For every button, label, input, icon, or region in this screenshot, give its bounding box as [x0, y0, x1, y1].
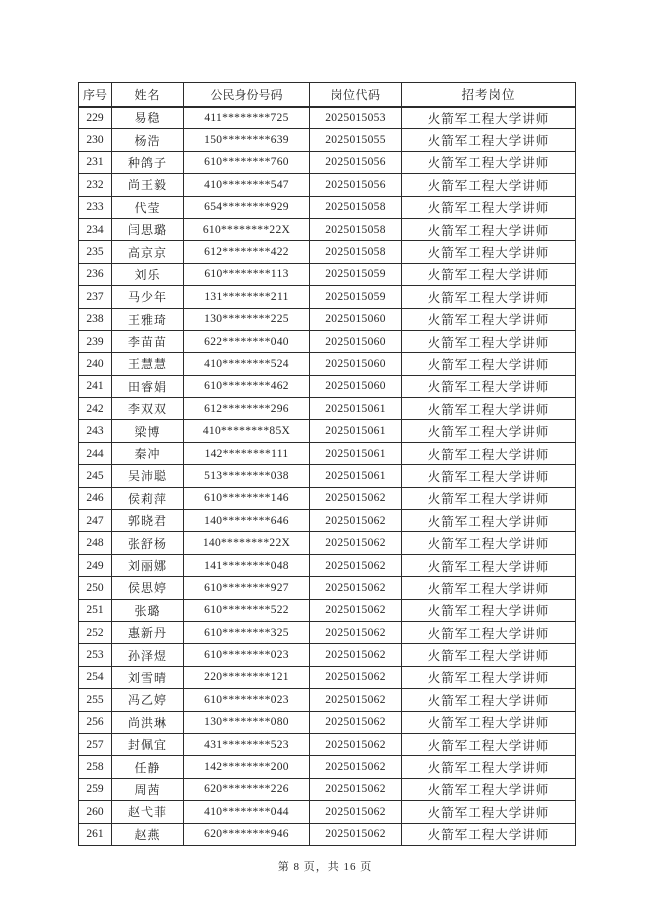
cell-no: 258 [79, 756, 112, 778]
cell-post: 火箭军工程大学讲师 [402, 375, 576, 397]
cell-id_number: 610********760 [184, 151, 310, 173]
cell-post: 火箭军工程大学讲师 [402, 174, 576, 196]
cell-post_code: 2025015059 [310, 286, 402, 308]
cell-no: 251 [79, 599, 112, 621]
cell-name: 周茜 [112, 778, 184, 800]
cell-no: 248 [79, 532, 112, 554]
cell-name: 代莹 [112, 196, 184, 218]
cell-post: 火箭军工程大学讲师 [402, 330, 576, 352]
cell-post: 火箭军工程大学讲师 [402, 353, 576, 375]
cell-no: 235 [79, 241, 112, 263]
cell-id_number: 130********080 [184, 711, 310, 733]
cell-name: 梁博 [112, 420, 184, 442]
cell-post: 火箭军工程大学讲师 [402, 666, 576, 688]
cell-name: 任静 [112, 756, 184, 778]
cell-id_number: 140********646 [184, 510, 310, 532]
cell-post_code: 2025015061 [310, 398, 402, 420]
cell-id_number: 612********296 [184, 398, 310, 420]
cell-post: 火箭军工程大学讲师 [402, 599, 576, 621]
cell-post: 火箭军工程大学讲师 [402, 420, 576, 442]
cell-id_number: 142********200 [184, 756, 310, 778]
table-row [79, 218, 576, 240]
cell-post: 火箭军工程大学讲师 [402, 510, 576, 532]
table-row [79, 375, 576, 397]
cell-name: 吴沛聪 [112, 465, 184, 487]
table-row [79, 689, 576, 711]
cell-no: 249 [79, 554, 112, 576]
cell-no: 239 [79, 330, 112, 352]
cell-post: 火箭军工程大学讲师 [402, 823, 576, 846]
cell-name: 刘乐 [112, 263, 184, 285]
cell-post_code: 2025015062 [310, 532, 402, 554]
cell-no: 240 [79, 353, 112, 375]
table-row [79, 330, 576, 352]
cell-post_code: 2025015062 [310, 510, 402, 532]
cell-no: 230 [79, 129, 112, 151]
cell-id_number: 610********522 [184, 599, 310, 621]
cell-id_number: 610********927 [184, 577, 310, 599]
cell-id_number: 410********85X [184, 420, 310, 442]
cell-name: 王雅琦 [112, 308, 184, 330]
cell-name: 张舒杨 [112, 532, 184, 554]
cell-post_code: 2025015055 [310, 129, 402, 151]
cell-id_number: 610********023 [184, 689, 310, 711]
cell-post: 火箭军工程大学讲师 [402, 733, 576, 755]
cell-post: 火箭军工程大学讲师 [402, 711, 576, 733]
cell-post: 火箭军工程大学讲师 [402, 801, 576, 823]
cell-id_number: 220********121 [184, 666, 310, 688]
cell-no: 254 [79, 666, 112, 688]
cell-no: 244 [79, 442, 112, 464]
cell-no: 234 [79, 218, 112, 240]
cell-id_number: 140********22X [184, 532, 310, 554]
cell-id_number: 620********946 [184, 823, 310, 846]
cell-no: 255 [79, 689, 112, 711]
cell-id_number: 131********211 [184, 286, 310, 308]
cell-name: 尚王毅 [112, 174, 184, 196]
cell-post_code: 2025015062 [310, 689, 402, 711]
cell-name: 张璐 [112, 599, 184, 621]
cell-post: 火箭军工程大学讲师 [402, 241, 576, 263]
cell-post_code: 2025015061 [310, 420, 402, 442]
cell-post_code: 2025015060 [310, 375, 402, 397]
cell-post: 火箭军工程大学讲师 [402, 465, 576, 487]
table-row [79, 308, 576, 330]
cell-post_code: 2025015056 [310, 174, 402, 196]
cell-post_code: 2025015056 [310, 151, 402, 173]
cell-no: 238 [79, 308, 112, 330]
cell-no: 232 [79, 174, 112, 196]
cell-name: 惠新丹 [112, 621, 184, 643]
cell-name: 杨浩 [112, 129, 184, 151]
cell-name: 刘雪晴 [112, 666, 184, 688]
cell-id_number: 411********725 [184, 107, 310, 129]
cell-post_code: 2025015059 [310, 263, 402, 285]
table-row [79, 510, 576, 532]
cell-name: 田睿娟 [112, 375, 184, 397]
cell-id_number: 141********048 [184, 554, 310, 576]
cell-id_number: 610********325 [184, 621, 310, 643]
cell-id_number: 431********523 [184, 733, 310, 755]
cell-name: 赵弋菲 [112, 801, 184, 823]
cell-id_number: 612********422 [184, 241, 310, 263]
cell-name: 郭晓君 [112, 510, 184, 532]
cell-post: 火箭军工程大学讲师 [402, 577, 576, 599]
table-row [79, 151, 576, 173]
table-row [79, 644, 576, 666]
cell-name: 尚洪琳 [112, 711, 184, 733]
table-row [79, 532, 576, 554]
table-row [79, 621, 576, 643]
column-header-id_number: 公民身份号码 [184, 83, 310, 107]
cell-no: 253 [79, 644, 112, 666]
cell-no: 246 [79, 487, 112, 509]
cell-no: 243 [79, 420, 112, 442]
column-header-no: 序号 [79, 83, 112, 107]
cell-name: 种鸽子 [112, 151, 184, 173]
cell-post: 火箭军工程大学讲师 [402, 308, 576, 330]
cell-name: 赵燕 [112, 823, 184, 846]
cell-post: 火箭军工程大学讲师 [402, 442, 576, 464]
cell-name: 李双双 [112, 398, 184, 420]
table-row [79, 353, 576, 375]
cell-no: 250 [79, 577, 112, 599]
table-row [79, 778, 576, 800]
cell-post_code: 2025015058 [310, 218, 402, 240]
cell-post: 火箭军工程大学讲师 [402, 778, 576, 800]
column-header-post_code: 岗位代码 [310, 83, 402, 107]
cell-name: 马少年 [112, 286, 184, 308]
cell-post_code: 2025015062 [310, 778, 402, 800]
table-row [79, 666, 576, 688]
cell-post_code: 2025015060 [310, 308, 402, 330]
cell-no: 252 [79, 621, 112, 643]
cell-post: 火箭军工程大学讲师 [402, 398, 576, 420]
cell-post: 火箭军工程大学讲师 [402, 644, 576, 666]
table-row [79, 823, 576, 846]
cell-post_code: 2025015058 [310, 196, 402, 218]
cell-id_number: 610********462 [184, 375, 310, 397]
table-row [79, 756, 576, 778]
table-row [79, 241, 576, 263]
cell-post: 火箭军工程大学讲师 [402, 151, 576, 173]
cell-id_number: 610********22X [184, 218, 310, 240]
table-row [79, 465, 576, 487]
cell-post_code: 2025015062 [310, 823, 402, 846]
table-row [79, 599, 576, 621]
cell-id_number: 130********225 [184, 308, 310, 330]
cell-post: 火箭军工程大学讲师 [402, 129, 576, 151]
cell-name: 孙泽煜 [112, 644, 184, 666]
cell-name: 闫思璐 [112, 218, 184, 240]
cell-no: 231 [79, 151, 112, 173]
cell-post_code: 2025015060 [310, 353, 402, 375]
cell-post_code: 2025015061 [310, 442, 402, 464]
page-footer: 第 8 页，共 16 页 [277, 861, 373, 873]
cell-name: 高京京 [112, 241, 184, 263]
cell-id_number: 142********111 [184, 442, 310, 464]
cell-post_code: 2025015062 [310, 733, 402, 755]
cell-post_code: 2025015062 [310, 487, 402, 509]
cell-id_number: 410********547 [184, 174, 310, 196]
table-row [79, 398, 576, 420]
cell-name: 李苗苗 [112, 330, 184, 352]
cell-name: 易稳 [112, 107, 184, 129]
cell-id_number: 620********226 [184, 778, 310, 800]
cell-post_code: 2025015062 [310, 801, 402, 823]
cell-id_number: 610********113 [184, 263, 310, 285]
cell-id_number: 410********044 [184, 801, 310, 823]
cell-no: 257 [79, 733, 112, 755]
table-row [79, 196, 576, 218]
cell-post_code: 2025015062 [310, 666, 402, 688]
cell-no: 261 [79, 823, 112, 846]
table-row [79, 107, 576, 129]
cell-post: 火箭军工程大学讲师 [402, 286, 576, 308]
cell-post_code: 2025015053 [310, 107, 402, 129]
cell-name: 封佩宜 [112, 733, 184, 755]
cell-post: 火箭军工程大学讲师 [402, 487, 576, 509]
cell-no: 260 [79, 801, 112, 823]
cell-post: 火箭军工程大学讲师 [402, 107, 576, 129]
table-row [79, 263, 576, 285]
table-row [79, 286, 576, 308]
cell-post_code: 2025015062 [310, 756, 402, 778]
cell-no: 256 [79, 711, 112, 733]
cell-no: 237 [79, 286, 112, 308]
cell-no: 236 [79, 263, 112, 285]
cell-post: 火箭军工程大学讲师 [402, 689, 576, 711]
cell-name: 侯思婷 [112, 577, 184, 599]
cell-name: 王慧慧 [112, 353, 184, 375]
cell-post_code: 2025015062 [310, 621, 402, 643]
cell-no: 241 [79, 375, 112, 397]
applicants-table [78, 82, 576, 846]
cell-post: 火箭军工程大学讲师 [402, 218, 576, 240]
cell-id_number: 610********023 [184, 644, 310, 666]
cell-post_code: 2025015062 [310, 599, 402, 621]
cell-name: 侯莉萍 [112, 487, 184, 509]
cell-id_number: 513********038 [184, 465, 310, 487]
cell-post: 火箭军工程大学讲师 [402, 196, 576, 218]
cell-no: 247 [79, 510, 112, 532]
cell-name: 冯乙婷 [112, 689, 184, 711]
cell-id_number: 150********639 [184, 129, 310, 151]
table-row [79, 733, 576, 755]
cell-no: 245 [79, 465, 112, 487]
table-row [79, 577, 576, 599]
column-header-post: 招考岗位 [402, 83, 576, 107]
column-header-name: 姓名 [112, 83, 184, 107]
cell-post_code: 2025015058 [310, 241, 402, 263]
cell-id_number: 654********929 [184, 196, 310, 218]
cell-no: 242 [79, 398, 112, 420]
table-row [79, 554, 576, 576]
cell-post_code: 2025015062 [310, 577, 402, 599]
cell-post: 火箭军工程大学讲师 [402, 756, 576, 778]
cell-post: 火箭军工程大学讲师 [402, 263, 576, 285]
table-row [79, 711, 576, 733]
table-row [79, 801, 576, 823]
table-row [79, 442, 576, 464]
cell-post: 火箭军工程大学讲师 [402, 621, 576, 643]
header-row [79, 83, 576, 107]
cell-no: 233 [79, 196, 112, 218]
table-row [79, 420, 576, 442]
cell-post: 火箭军工程大学讲师 [402, 554, 576, 576]
cell-post: 火箭军工程大学讲师 [402, 532, 576, 554]
cell-no: 259 [79, 778, 112, 800]
cell-name: 秦冲 [112, 442, 184, 464]
cell-post_code: 2025015062 [310, 554, 402, 576]
cell-id_number: 610********146 [184, 487, 310, 509]
cell-no: 229 [79, 107, 112, 129]
table-row [79, 174, 576, 196]
cell-post_code: 2025015061 [310, 465, 402, 487]
cell-post_code: 2025015062 [310, 711, 402, 733]
table-row [79, 487, 576, 509]
cell-id_number: 410********524 [184, 353, 310, 375]
cell-post_code: 2025015062 [310, 644, 402, 666]
table-row [79, 129, 576, 151]
cell-post_code: 2025015060 [310, 330, 402, 352]
cell-id_number: 622********040 [184, 330, 310, 352]
cell-name: 刘丽娜 [112, 554, 184, 576]
